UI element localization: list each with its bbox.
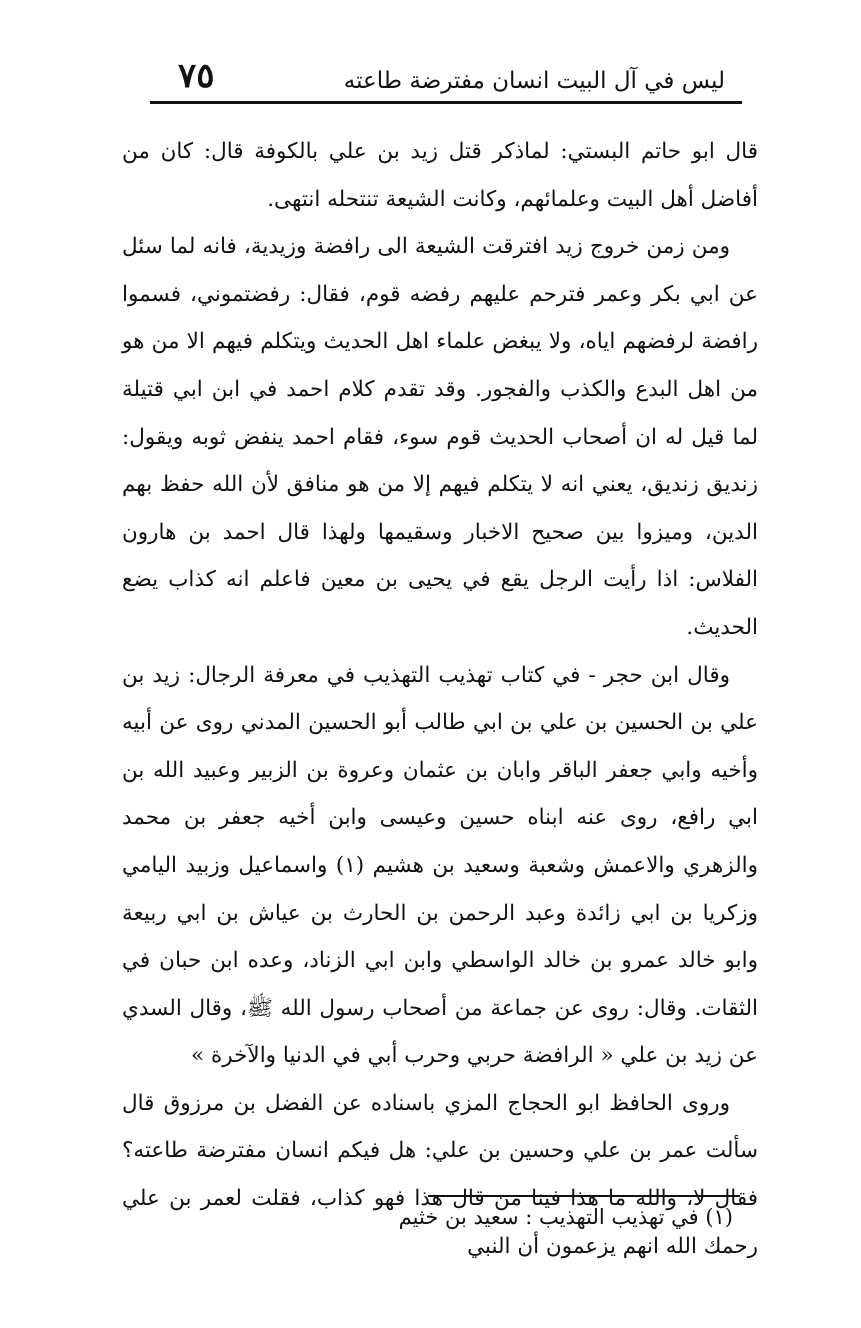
paragraph-1: قال ابو حاتم البستي: لماذكر قتل زيد بن علي بالكوفة قال: كان من أفاضل أهل البيت وعلمائهم، وكانت الشيعة تنتحله انتهى. xyxy=(122,139,758,212)
header-rule xyxy=(150,101,742,104)
footnote-rule xyxy=(428,1195,740,1197)
paragraph-2: ومن زمن خروج زيد افترقت الشيعة الى رافضة وزيدية، فانه لما سئل عن ابي بكر وعمر فترحم عليهم رفضه قوم، فقال: رفضتموني، فسموا رافضة لرفضهم اياه، ولا يبغض علماء اهل الحديث ويتكلم فيهم الا من هو من اهل البدع والكذب والفجور. وقد تقدم كلام احمد في ابن ابي قتيلة لما قيل له ان أصحاب الحديث قوم سوء، فقام احمد ينفض ثوبه ويقول: زنديق زنديق، يعني انه لا يتكلم فيهم إلا من هو منافق لأن الله حفظ بهم الدين، وميزوا بين صحيح الاخبار وسقيمها ولهذا قال احمد بن هارون الفلاس: اذا رأيت الرجل يقع في يحيى بن معين فاعلم انه كذاب يضع الحديث. xyxy=(122,234,758,640)
page-header xyxy=(150,52,725,102)
footnote: (١) في تهذيب التهذيب : سعيد بن خثيم xyxy=(398,1205,733,1229)
running-title: ليس في آل البيت انسان مفترضة طاعته xyxy=(343,68,725,94)
paragraph-4: وروى الحافظ ابو الحجاج المزي باسناده عن الفضل بن مرزوق قال سألت عمر بن علي وحسين بن علي: هل فيكم انسان مفترضة طاعته؟ فقال لا، والله ما هذا فينا من قال هذا فهو كذاب، فقلت لعمر بن علي رحمك الله انهم يزعمون أن النبي xyxy=(122,1090,758,1259)
main-text xyxy=(122,128,758,1270)
paragraph-3: وقال ابن حجر - في كتاب تهذيب التهذيب في معرفة الرجال: زيد بن علي بن الحسين بن علي بن ابي طالب أبو الحسين المدني روى عن أبيه وأخيه وابي جعفر الباقر وابان بن عثمان وعروة بن الزبير وعبيد الله بن ابي رافع، روى عنه ابناه حسين وعيسى وابن أخيه جعفر بن محمد والزهري والاعمش وشعبة وسعيد بن هشيم (١) واسماعيل وزبيد اليامي وزكريا بن ابي زائدة وعبد الرحمن بن الحارث بن عياش بن ابي ربيعة وابو خالد عمرو بن خالد الواسطي وابن ابي الزناد، وعده ابن حبان في الثقات. وقال: روى عن جماعة من أصحاب رسول الله ﷺ، وقال السدي عن زيد بن علي « الرافضة حربي وحرب أبي في الدنيا والآخرة » xyxy=(122,662,758,1069)
page-number: ٧٥ xyxy=(178,56,215,96)
